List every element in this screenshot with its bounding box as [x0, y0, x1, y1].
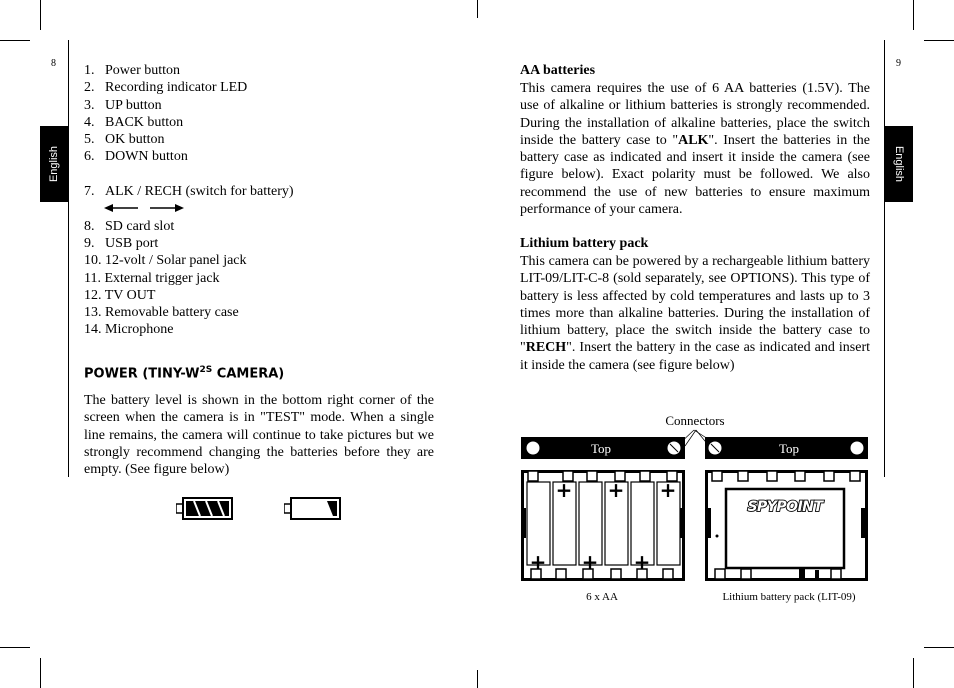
- plus-symbol: +: [659, 478, 677, 502]
- caption-lithium: Lithium battery pack (LIT-09): [722, 591, 856, 603]
- list-item: 4. BACK button: [84, 114, 184, 130]
- case-top-bar-right: [705, 437, 868, 459]
- spypoint-logo: SPYPOINT: [747, 499, 823, 515]
- list-item: 9. USB port: [84, 235, 159, 251]
- section-heading: POWER ($TINY-W^{2S}$ CAMERA): [84, 365, 285, 382]
- language-tab-label: English: [893, 145, 906, 183]
- list-item: 13. Removable battery case: [84, 305, 239, 321]
- aa-heading: AA batteries: [520, 63, 596, 78]
- list-item: 11. External trigger jack: [84, 270, 220, 286]
- plus-symbol: +: [529, 550, 547, 574]
- list-item: 7. ALK / RECH (switch for battery): [84, 184, 294, 200]
- switch-arrows: [84, 200, 414, 217]
- list-item: 1. Power button: [84, 63, 181, 78]
- lithium-battery-case: [705, 470, 868, 581]
- list-item: 2. Recording indicator LED: [84, 80, 248, 96]
- case-top-bar-left: [521, 437, 685, 459]
- language-tab: [40, 126, 68, 202]
- list-item: 5. OK button: [84, 132, 165, 148]
- lithium-heading: Lithium battery pack: [520, 236, 649, 251]
- battery-low-icon: [284, 497, 342, 521]
- arrow-left-icon: [104, 204, 138, 212]
- connectors-label: Connectors: [665, 413, 725, 428]
- list-item: 12. TV OUT: [84, 287, 156, 303]
- parts-list: [84, 62, 414, 339]
- aa-paragraph: This camera requires the use of 6 AA batteries (1.5V). The use of alkaline or lithium batteries is strongly recommended. During the installation of alkaline batteries, place the switch inside the battery case to "ALK". Insert the batteries in the battery case as indicated and insert it inside the camera (see figure below). Exact polarity must be followed. We also recommend the use of new batteries to ensure maximum performance of your camera.: [520, 81, 870, 218]
- plus-symbol: +: [607, 478, 625, 502]
- language-tab: [885, 126, 913, 202]
- list-item: 8. SD card slot: [84, 218, 175, 234]
- aa-battery-case: [521, 470, 685, 581]
- top-label: Top: [590, 441, 612, 456]
- list-item: 14. Microphone: [84, 322, 174, 338]
- power-paragraph: The battery level is shown in the bottom right corner of the screen when the camera is in "TEST" mode. When a single line remains, the camera will continue to take pictures but we strongly recommend changing the batteries before they are empty. (See figure below): [84, 393, 434, 478]
- battery-case-figure: [519, 410, 871, 610]
- list-item: 3. UP button: [84, 97, 162, 113]
- language-tab-label: English: [48, 145, 61, 183]
- battery-full-icon: [176, 497, 234, 521]
- list-item: 10. 12-volt / Solar panel jack: [84, 253, 247, 269]
- plus-symbol: +: [555, 478, 573, 502]
- page-number: 9: [896, 58, 901, 69]
- top-label: Top: [778, 441, 800, 456]
- caption-6xaa: 6 x AA: [586, 591, 618, 603]
- lithium-paragraph: This camera can be powered by a rechargeable lithium battery LIT-09/LIT-C-8 (sold separately, see OPTIONS). This type of battery is less affected by cold temperatures and lasts up to 3 times more than alkaline batteries. During the installation of lithium battery, place the switch inside the battery case to "RECH". Insert the battery in the case as indicated and insert it inside the camera (see figure below): [520, 254, 870, 373]
- plus-symbol: +: [633, 550, 651, 574]
- arrow-right-icon: [150, 204, 184, 212]
- plus-symbol: +: [581, 550, 599, 574]
- list-item: 6. DOWN button: [84, 149, 188, 165]
- page-number: 8: [51, 58, 56, 69]
